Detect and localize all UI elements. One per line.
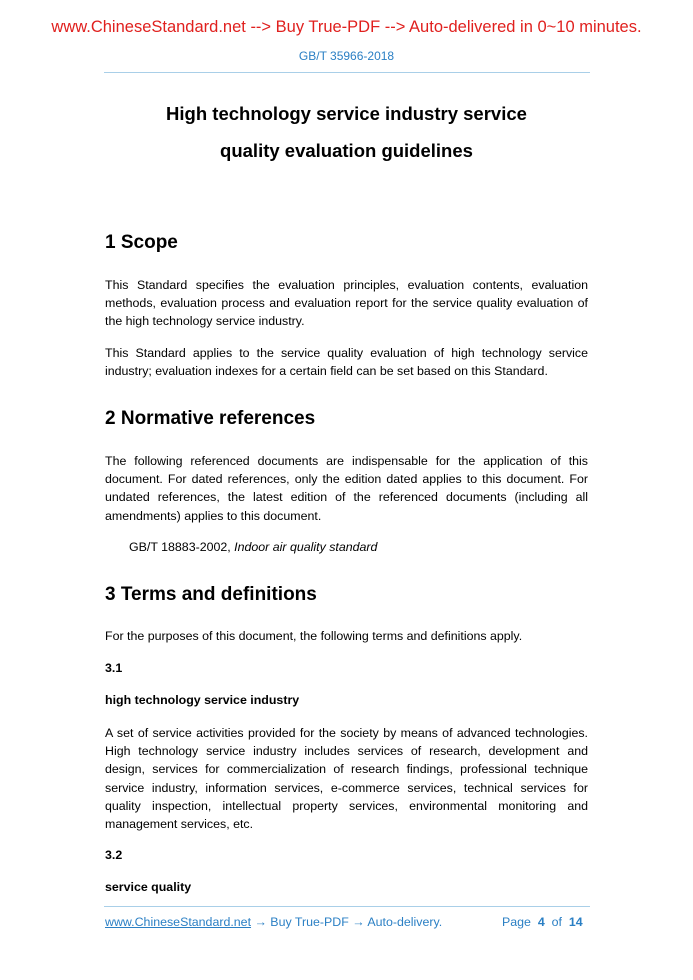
doc-title-line2: quality evaluation guidelines: [220, 140, 473, 161]
page-label: Page: [502, 915, 531, 929]
page-total: 14: [568, 915, 583, 929]
footer-divider: [104, 906, 590, 907]
page-indicator: [502, 915, 583, 929]
reference-title: Indoor air quality standard: [234, 540, 378, 554]
page-current: 4: [537, 915, 545, 929]
footer-link[interactable]: www.ChineseStandard.net: [105, 915, 252, 929]
term-3-2-number: 3.2: [105, 848, 123, 862]
footer-promo-text: → Buy True-PDF → Auto-delivery.: [251, 915, 443, 929]
terms-intro: For the purposes of this document, the following terms and definitions apply.: [105, 629, 523, 643]
page-of: of: [551, 915, 562, 929]
term-3-1-number: 3.1: [105, 661, 123, 675]
term-3-2-name: service quality: [105, 880, 192, 894]
normative-paragraph: The following referenced documents are indispensable for the application of this document. For dated references, only the edition dated applies to this document. For undated references, the latest edition of the referenced documents (including all amendments) applies to this document.: [105, 454, 588, 523]
standard-number: GB/T 35966-2018: [298, 49, 395, 63]
section-2-heading: 2 Normative references: [105, 408, 316, 429]
section-1-heading: 1 Scope: [105, 232, 178, 253]
term-3-1-name: high technology service industry: [105, 693, 300, 707]
term-3-1-definition: A set of service activities provided for the society by means of advanced technologies. High technology service industry includes services of research, development and design, services for commercialization of research findings, professional technique service industry, information services, e-commerce services, technical services for quality inspection, intellectual property services, environmental monitoring and management services, etc.: [105, 726, 588, 832]
scope-paragraph-1: This Standard specifies the evaluation principles, evaluation contents, evaluation methods, evaluation process and evaluation report for the service quality evaluation of the high technology service industry.: [105, 278, 588, 329]
footer-promo: [105, 915, 442, 929]
header-divider: [104, 72, 590, 73]
section-3-heading: 3 Terms and definitions: [105, 584, 317, 605]
promo-banner: www.ChineseStandard.net --> Buy True-PDF --> Auto-delivered in 0~10 minutes.: [51, 18, 642, 36]
doc-title-line1: High technology service industry service: [166, 103, 527, 124]
scope-paragraph-2: This Standard applies to the service quality evaluation of high technology service industry; evaluation indexes for a certain field can be set based on this Standard.: [105, 346, 588, 379]
reference-code: GB/T 18883-2002,: [129, 540, 235, 554]
reference-item: [129, 538, 589, 556]
